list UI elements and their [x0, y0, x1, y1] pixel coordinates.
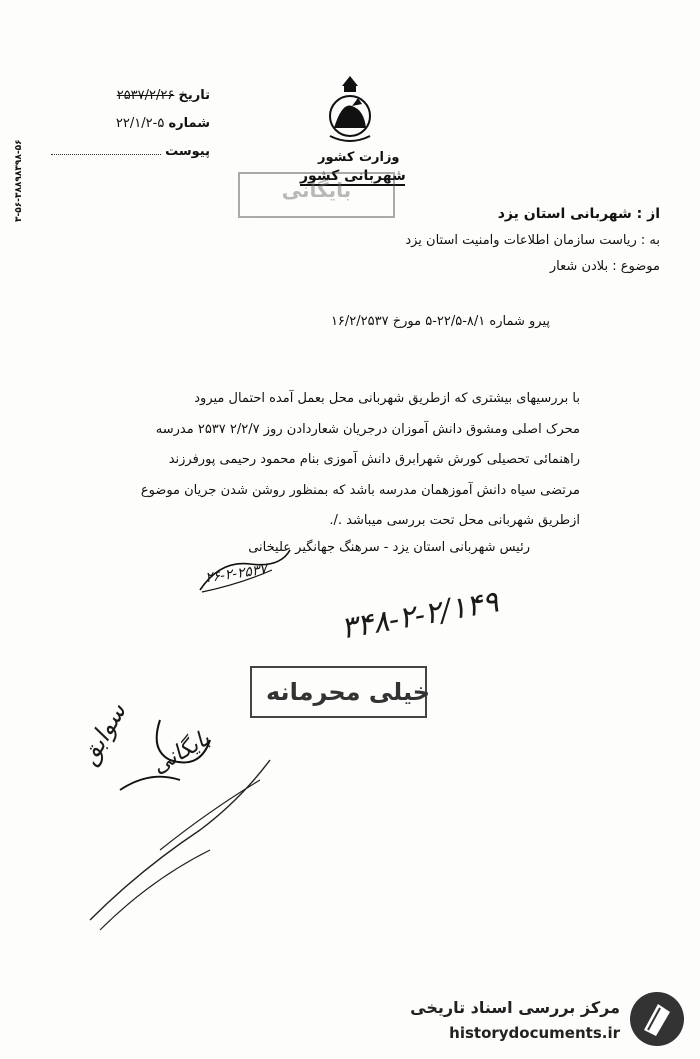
lion-sun-emblem-icon	[322, 72, 378, 148]
date-value: ۲۵۳۷/۲/۲۶	[116, 88, 175, 103]
date-label: تاریخ	[178, 88, 210, 103]
ministry-name: وزارت کشور	[318, 150, 400, 165]
footer-org: مرکز بررسی اسناد تاریخی	[410, 998, 620, 1017]
body-line: محرک اصلی ومشوق دانش آموزان درجریان شعاردادن روز ۲/۲/۷ ۲۵۳۷ مدرسه	[155, 421, 580, 437]
number-label: شماره	[168, 116, 210, 131]
handwritten-scribble-icon	[60, 700, 290, 940]
archive-logo-icon	[628, 990, 686, 1048]
handwritten-note: سوابق	[74, 698, 132, 770]
body-line: راهنمائی تحصیلی کورش شهرابرق دانش آموزی بنام محمود رحیمی پورفرزند	[168, 452, 580, 467]
number-field	[40, 116, 210, 131]
body-line: ازطریق شهربانی محل تحت بررسی میباشد ./.	[329, 513, 580, 528]
archive-stamp: بایگانی	[238, 172, 395, 218]
signature-line: رئیس شهربانی استان یزد - سرهنگ جهانگیر علیخانی	[248, 540, 530, 555]
handwritten-note-archive: بایگانی	[147, 726, 215, 779]
from-line: از : شهربانی استان یزد	[497, 206, 660, 222]
attachment-label: پیوست	[165, 144, 210, 159]
signature-scribble-icon	[160, 540, 300, 600]
number-value: ۵-۲۲/۱/۲	[115, 116, 165, 131]
attachment-field	[40, 144, 210, 159]
side-code: ۳-۵۶-۳۸۸۹۸۳۹۸-۵۶	[14, 139, 24, 222]
body-line: با بررسیهای بیشتری که ازطریق شهربانی محل بعمل آمده احتمال میرود	[194, 391, 580, 406]
date-field	[40, 88, 210, 103]
subject-line: موضوع : بلادن شعار	[549, 259, 660, 274]
body-line: مرتضی سیاه دانش آموزهمان مدرسه باشد که بمنظور روشن شدن جریان موضوع	[140, 482, 580, 498]
reference-line: پیرو شماره ۸/۱-۲۲/۵-۵ مورخ ۱۶/۲/۲۵۳۷	[330, 314, 550, 329]
body-text	[120, 384, 580, 537]
to-line: به : ریاست سازمان اطلاعات وامنیت استان یزد	[405, 233, 660, 248]
footer-url: historydocuments.ir	[449, 1024, 620, 1042]
signature-date: ۲۶-۲-۲۵۳۷	[204, 561, 268, 587]
top-secret-stamp: خیلی محرمانه	[250, 666, 427, 718]
handwritten-registration-number: ۳۴۸-۲-۲/۱۴۹	[338, 584, 502, 647]
police-name: شهربانی کشور	[300, 168, 406, 184]
